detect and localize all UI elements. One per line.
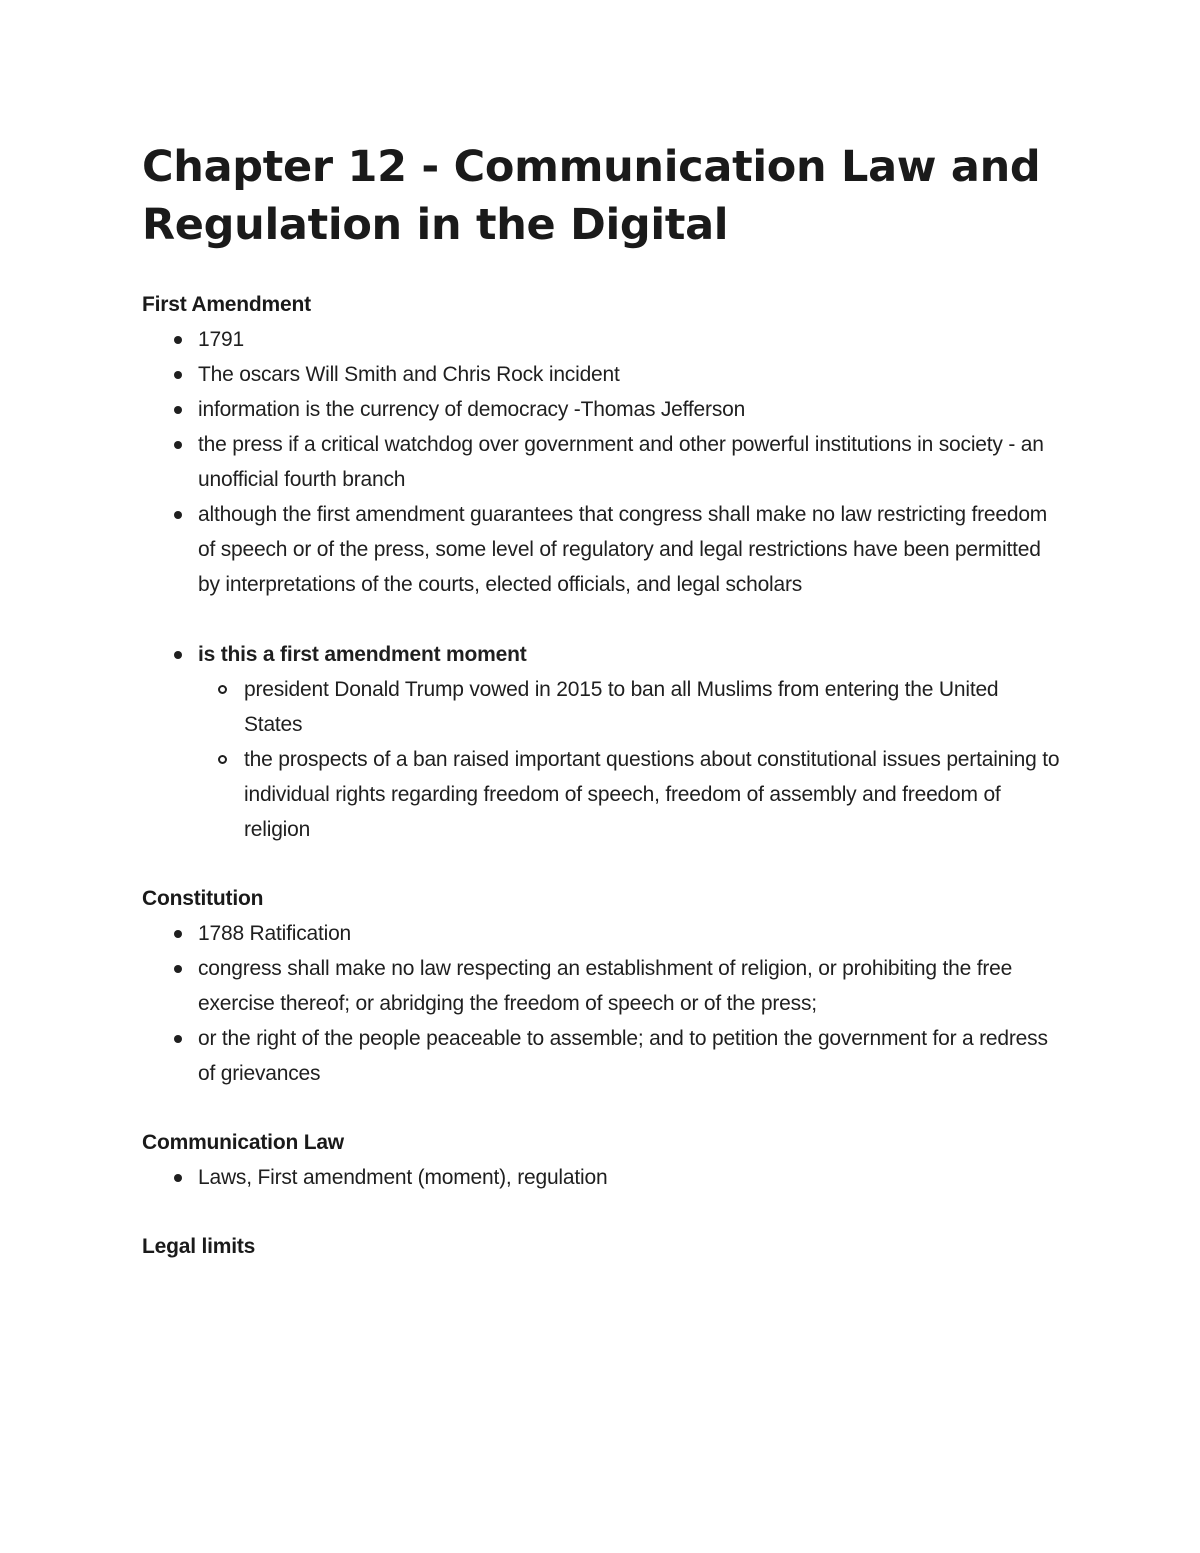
list-item: information is the currency of democracy -Thomas Jefferson [198,392,1062,427]
list-item: The oscars Will Smith and Chris Rock incident [198,357,1062,392]
section-heading: Communication Law [142,1131,344,1154]
list-item: 1788 Ratification [198,916,1062,951]
sub-list-item: the prospects of a ban raised important questions about constitutional issues pertaining to individual rights regarding freedom of speech, freedom of assembly and freedom of religion [244,742,1062,847]
bullet-list [142,322,1062,847]
list-item: the press if a critical watchdog over government and other powerful institutions in society - an unofficial fourth branch [198,427,1062,497]
section-first-amendment [142,287,1062,847]
list-item-bold: is this a first amendment moment president Donald Trump vowed in 2015 to ban all Muslims from entering the United States the prospects of a ban raised important questions about constitutional issues pertaining to individual rights regarding freedom of speech, freedom of assembly and freedom of religion [198,637,1062,847]
page-title: Chapter 12 - Communication Law and Regulation in the Digital [142,142,1041,250]
sub-list-item: president Donald Trump vowed in 2015 to ban all Muslims from entering the United States [244,672,1062,742]
section-heading: First Amendment [142,293,311,316]
section-heading: Legal limits [142,1235,256,1258]
section-heading: Constitution [142,887,264,910]
section-communication-law [142,1125,1062,1195]
document-page [142,138,1062,1264]
sub-bullet-list [198,672,1062,847]
list-item: congress shall make no law respecting an establishment of religion, or prohibiting the free exercise thereof; or abridging the freedom of speech or of the press; [198,951,1062,1021]
bullet-list [142,916,1062,1091]
list-item: or the right of the people peaceable to assemble; and to petition the government for a redress of grievances [198,1021,1062,1091]
list-item: Laws, First amendment (moment), regulation [198,1160,1062,1195]
section-constitution [142,881,1062,1091]
list-item: although the first amendment guarantees that congress shall make no law restricting freedom of speech or of the press, some level of regulatory and legal restrictions have been permitted by interpretations of the courts, elected officials, and legal scholars [198,497,1062,602]
list-item: 1791 [198,322,1062,357]
section-legal-limits [142,1229,1062,1264]
bullet-list [142,1160,1062,1195]
